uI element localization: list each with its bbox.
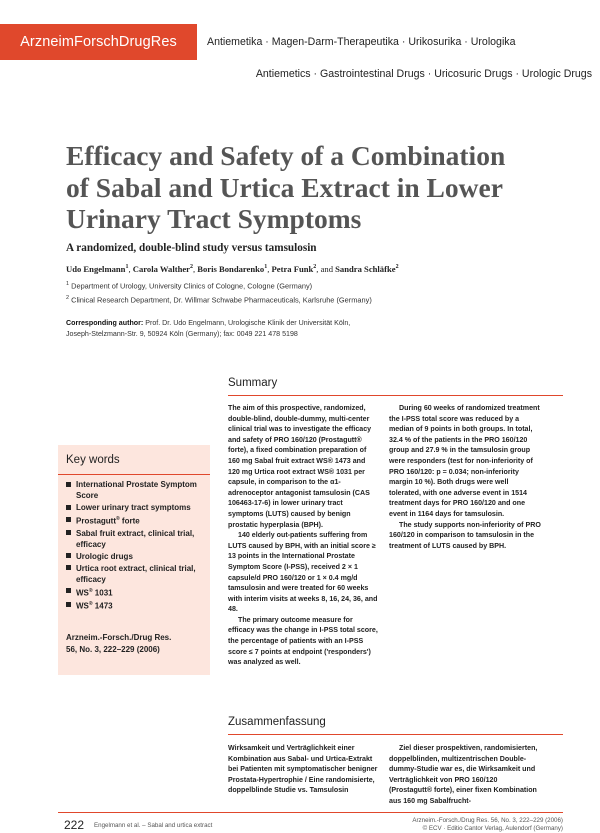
summary-heading: Summary: [228, 377, 278, 389]
author-list: Udo Engelmann$^1$, Carola Walther$^2$, Boris Bondarenko$^1$, Petra Funk$^2$, and Sandra Schläfke$^2$: [66, 264, 399, 274]
keyword-item: Lower urinary tract symptoms: [66, 502, 206, 513]
zusammenfassung-paragraph: Ziel dieser prospektiven, randomisierten, doppelblinden, multizentrischen Double-dummy-Studie war es, die Wirksamkeit und Verträglichkeit von PRO 160/120 (Prostagutt® forte), einer fixen Kombination aus 160 mg Sabalfrucht-: [389, 744, 538, 805]
author-name: Petra Funk: [271, 264, 314, 274]
zusammenfassung-column-2: [389, 743, 541, 807]
summary-divider: [228, 395, 563, 396]
keywords-heading: Key words: [66, 454, 120, 466]
summary-paragraph: The aim of this prospective, randomized, double-blind, double-dummy, multi-center clinical trial was to investigate the efficacy and safety of PRO 160/120 (Prostagutt® forte), a fixed combination preparation of 160 mg Sabal fruit extract WS® 1473 and 120 mg Urtica root extract WS® 1031 per capsule, in comparison to the α1-adrenoceptor antagonist tamsulosin (CAS 106463-17-6) in lower urinary tract symptoms (LUTS) caused by benign prostatic hyperplasia (BPH).: [228, 404, 372, 529]
author-affiliation-mark: 1: [264, 264, 268, 271]
zusammenfassung-paragraph: Wirksamkeit und Verträglichkeit einer Kombination aus Sabal- und Urtica-Extrakt bei Patienten mit symptomatischer benigner Prostata-Hypertrophie / Eine randomisierte, doppelblinde Studie vs. Tamsulosin: [228, 744, 378, 795]
categories-german: Antiemetika · Magen-Darm-Therapeutika · Urikosurika · Urologika: [207, 36, 516, 48]
keywords-box: [58, 445, 210, 675]
keyword-item: International Prostate Symptom Score: [66, 479, 206, 501]
summary-column-2: [389, 403, 541, 551]
running-footer: Engelmann et al. – Sabal and urtica extract: [94, 822, 213, 829]
zusammenfassung-column-1: [228, 743, 378, 796]
author-name: Carola Walther: [132, 264, 190, 274]
categories-english: Antiemetics · Gastrointestinal Drugs · Uricosuric Drugs · Urologic Drugs: [255, 68, 592, 80]
journal-reference: Arzneim.-Forsch./Drug Res. 56, No. 3, 222–229 (2006): [66, 633, 172, 654]
keywords-divider: [58, 474, 210, 475]
summary-paragraph: During 60 weeks of randomized treatment the I-PSS total score was reduced by a median of 9 points in both groups. In total, 32.4 % of the patients in the PRO 160/120 group and 27.9 % in the tamsulosin group were responders (test for non-inferiority of PRO 160/120: p = 0.034; non-inferiority margin 10 %). Both drugs were well tolerated, with one adverse event in 1514 treatment days for PRO 160/120 and one event in 1164 days for tamsulosin.: [389, 404, 540, 518]
zusammenfassung-divider: [228, 734, 563, 735]
keyword-item: WS® 1473: [66, 599, 206, 612]
keyword-item: Sabal fruit extract, clinical trial, efficacy: [66, 528, 206, 550]
affiliation-2: [66, 295, 546, 304]
author-affiliation-mark: 1: [125, 264, 129, 271]
affiliation-number: 1: [66, 281, 70, 287]
article-title: Efficacy and Safety of a Combination of Sabal and Urtica Extract in Lower Urinary Tract Symptoms: [66, 140, 506, 234]
footer-divider: [58, 812, 563, 813]
author-affiliation-mark: 2: [313, 264, 317, 271]
author-affiliation-mark: 2: [395, 264, 399, 271]
summary-column-1: [228, 403, 378, 668]
summary-paragraph: 140 elderly out-patients suffering from LUTS caused by BPH, with an initial score ≥ 13 points in the International Prostate Symptom Score (I-PSS), received 2 × 1 capsule/d PRO 160/120 or 1 × 0.4 mg/d tamsulosin and were treated for 60 weeks with interim visits at weeks 8, 16, 24, 36, and 48.: [228, 531, 378, 614]
corresponding-contact: Joseph-Stelzmann-Str. 9, 50924 Köln (Germany); fax: 0049 221 478 5198: [66, 329, 298, 338]
keywords-list: [66, 479, 206, 613]
corresponding-address: Prof. Dr. Udo Engelmann, Urologische Klinik der Universität Köln,: [145, 319, 351, 327]
journal-tag: ArzneimForschDrugRes: [0, 24, 197, 60]
summary-paragraph: The study supports non-inferiority of PRO 160/120 in comparison to tamsulosin in the treatment of LUTS caused by BPH.: [389, 520, 541, 550]
affiliation-number: 2: [66, 295, 70, 301]
zusammenfassung-heading: Zusammenfassung: [228, 716, 326, 728]
author-name: Udo Engelmann: [66, 264, 126, 274]
affiliation-1: [66, 281, 546, 290]
author-name: Sandra Schläfke: [335, 264, 396, 274]
keyword-item: WS® 1031: [66, 586, 206, 599]
footer-copyright: Arzneim.-Forsch./Drug Res. 56, No. 3, 222–229 (2006) © ECV · Editio Cantor Verlag, Aulendorf (Germany): [412, 817, 563, 832]
article-subtitle: A randomized, double-blind study versus tamsulosin: [66, 242, 317, 254]
keyword-item: Urologic drugs: [66, 551, 206, 562]
affiliation-text: Clinical Research Department, Dr. Willmar Schwabe Pharmaceuticals, Karlsruhe (Germany): [71, 295, 372, 305]
keyword-item: Prostagutt® forte: [66, 514, 206, 527]
affiliation-text: Department of Urology, University Clinics of Cologne, Cologne (Germany): [71, 281, 313, 291]
keyword-item: Urtica root extract, clinical trial, efficacy: [66, 563, 206, 585]
author-name: Boris Bondarenko: [197, 264, 265, 274]
corresponding-author: [66, 318, 386, 339]
author-affiliation-mark: 2: [189, 264, 193, 271]
summary-paragraph: The primary outcome measure for efficacy was the change in I-PSS total score, the percentage of patients with an I-PSS score ≤ 7 points at endpoint ('responders') was analyzed as well.: [228, 615, 378, 667]
page-number: 222: [64, 818, 85, 832]
corresponding-label: Corresponding author:: [66, 319, 144, 327]
